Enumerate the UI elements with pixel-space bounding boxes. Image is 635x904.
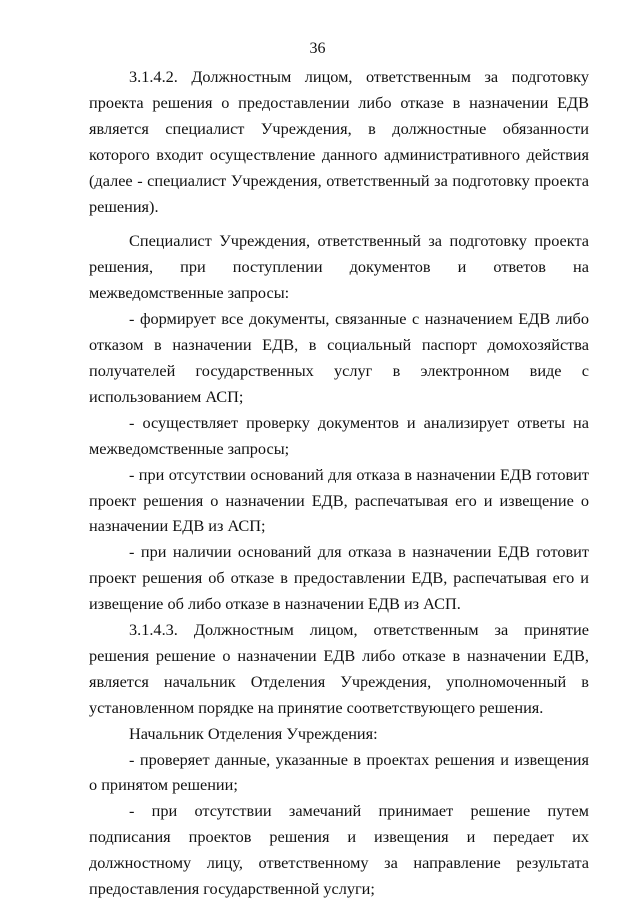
page-number: 36 xyxy=(309,40,326,57)
list-item-prepares-approval: - при отсутствии оснований для отказа в назначении ЕДВ готовит проект решения о назначении ЕДВ, распечатывая его и извещение о назначении ЕДВ из АСП; xyxy=(89,464,589,536)
paragraph-head-intro: Начальник Отделения Учреждения: xyxy=(129,723,378,743)
paragraph-specialist-intro: Специалист Учреждения, ответственный за подготовку проекта решения, при поступлении документов и ответов на межведомственные запросы: xyxy=(89,231,589,303)
list-item-prepares-refusal: - при наличии оснований для отказа в назначении ЕДВ готовит проект решения об отказе в предоставлении ЕДВ, распечатывая его и извещение об либо отказе в назначении ЕДВ из АСП. xyxy=(89,542,589,614)
paragraph-3-1-4-2: 3.1.4.2. Должностным лицом, ответственным за подготовку проекта решения о предоставлении либо отказе в назначении ЕДВ является специалист Учреждения, в должностные обязанности которого входит осуществление данного административного действия (далее - специалист Учреждения, ответственный за подготовку проекта решения). xyxy=(89,67,589,216)
list-item-verifies-data: - проверяет данные, указанные в проектах решения и извещения о принятом решении; xyxy=(89,749,589,795)
list-item-forms-documents: - формирует все документы, связанные с назначением ЕДВ либо отказом в назначении ЕДВ, в социальный паспорт домохозяйства получателей государственных услуг в электронном виде с использованием АСП; xyxy=(89,309,589,406)
list-item-checks-documents: - осуществляет проверку документов и анализирует ответы на межведомственные запросы; xyxy=(89,412,589,458)
list-item-signs-decision: - при отсутствии замечаний принимает решение путем подписания проектов решения и извещения и передает их должностному лицу, ответственному за направление результата предоставления государственной услуги; xyxy=(89,801,589,899)
paragraph-3-1-4-3: 3.1.4.3. Должностным лицом, ответственным за принятие решения решение о назначении ЕДВ либо отказе в назначении ЕДВ, является начальник Отделения Учреждения, уполномоченный в установленном порядке на принятие соответствующего решения. xyxy=(89,620,589,717)
document-body xyxy=(89,64,589,902)
